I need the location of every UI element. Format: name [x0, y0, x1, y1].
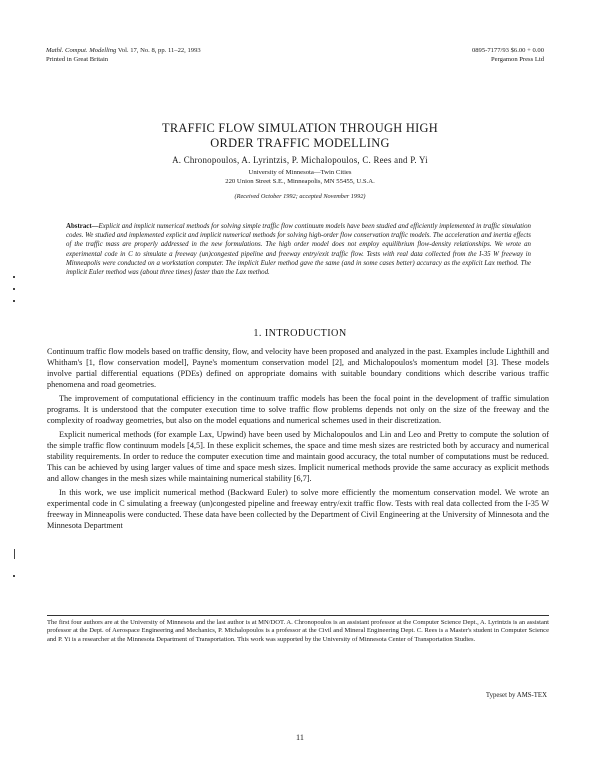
paragraph: The improvement of computational efficiency in the continuum traffic models has been the focal point in the development of traffic simulation programs. It is understood that the computer execution time to solve traffic flow problems depends not only on the size of the freeway and the complexity of roadway geometries, but also on the model equations and numerical schemes used in their discretization.	[47, 394, 549, 425]
journal-header-left	[46, 47, 201, 64]
paragraph: Explicit numerical methods (for example Lax, Upwind) have been used by Michalopoulos and Lin and Leo and Pretty to compute the solution of the simple traffic flow continuum models [4,5]. In these explicit schemes, the space and time mesh sizes are restricted both by accuracy and numerical stability requirements. In order to reduce the computer execution time and maintain good accuracy, the total number of computations must be reduced. This can be achieved by using larger values of time and space mesh sizes. Implicit numerical methods provide the same accuracy as explicit methods and allow changes in the mesh sizes while maintaining numerical stability [6,7].	[47, 430, 549, 483]
margin-mark	[13, 575, 15, 577]
publisher: Pergamon Press Ltd	[491, 55, 544, 63]
authors: A. Chronopoulos, A. Lyrintzis, P. Michalopoulos, C. Rees and P. Yi	[172, 155, 428, 165]
footnote: The first four authors are at the University of Minnesota and the last author is at MN/DOT. A. Chronopoulos is an assistant professor at the Computer Science Dept., A. Lyrintzis is an assistant professor at the Dept. of Aerospace Engineering and Mechanics, P. Michalopoulos is a professor at the Civil and Mineral Engineering Dept. C. Rees is a Master's student in Computer Science and P. Yi is a researcher at the Minnesota Department of Transportation. This work was supported by the University of Minnesota Center of Transportation Studies.	[47, 619, 549, 643]
margin-mark	[13, 288, 15, 290]
section-title: INTRODUCTION	[264, 328, 347, 339]
section-number: 1.	[253, 328, 262, 339]
typeset-note: Typeset by AMS-TEX	[485, 692, 547, 699]
section-heading	[0, 328, 600, 339]
abstract	[66, 222, 531, 277]
affiliation	[0, 168, 600, 187]
margin-mark	[13, 276, 15, 278]
body-text	[47, 347, 549, 536]
footnote-rule	[47, 615, 549, 616]
printed-in: Printed in Great Britain	[46, 55, 109, 63]
margin-mark	[14, 549, 15, 559]
abstract-label: Abstract—	[66, 223, 99, 230]
title-line-1: TRAFFIC FLOW SIMULATION THROUGH HIGH	[161, 121, 439, 135]
page-number: 11	[296, 733, 304, 742]
abstract-text: Explicit and implicit numerical methods for solving simple traffic flow continuum models have been studied and efficiently implemented in traffic simulation codes. We studied and implemented explicit and implicit numerical methods for solving high-order flow conservation traffic models. The acceleration and inertia effects of the traffic mass are properly addressed in the new formulations. The high order model does not employ equilibrium flow-density relationships. We wrote an experimental code in C to simulate a freeway (un)congested pipeline and freeway entry/exit traffic flow. Tests with real data collected from the I-35 W freeway in Minneapolis were conducted on a workstation computer. The implicit Euler method gave the same (and in some cases better) accuracy as the explicit Lax method. The implicit Euler method was (about three times) faster than the Lax method.	[66, 223, 531, 277]
affiliation-line-1: University of Minnesota—Twin Cities	[248, 169, 352, 176]
journal-name: Mathl. Comput. Modelling	[46, 47, 117, 54]
journal-header-right	[472, 47, 544, 64]
paragraph: In this work, we use implicit numerical method (Backward Euler) to solve more efficiently the momentum conservation model. We wrote an experimental code in C simulating a freeway (un)congested pipeline and freeway entry/exit traffic flow. Tests with real data collected from the I-35 W freeway in Minneapolis were conducted. These data have been collected by the Department of Civil Engineering at the University of Minnesota and the Minnesota Department	[47, 488, 549, 531]
title-block	[0, 121, 600, 201]
paragraph: Continuum traffic flow models based on traffic density, flow, and velocity have been proposed and analyzed in the past. Examples include Lighthill and Whitham's [1, flow conservation model], Payne's momentum conservation model [2], and Michalopoulos's momentum model [3]. These models involve partial differential equations (PDEs) defined on appropriate domains with suitable boundary conditions which describe various traffic phenomena and road geometries.	[47, 347, 549, 389]
title-line-2: ORDER TRAFFIC MODELLING	[210, 135, 390, 150]
margin-mark	[13, 300, 15, 302]
affiliation-line-2: 220 Union Street S.E., Minneapolis, MN 55455, U.S.A.	[225, 178, 375, 186]
issn-price: 0895-7177/93 $6.00 + 0.00	[471, 47, 544, 54]
received-dates: (Received October 1992; accepted November 1992)	[234, 192, 366, 200]
paper-title	[0, 121, 600, 150]
volume-info: Vol. 17, No. 8, pp. 11–22, 1993	[117, 47, 201, 54]
